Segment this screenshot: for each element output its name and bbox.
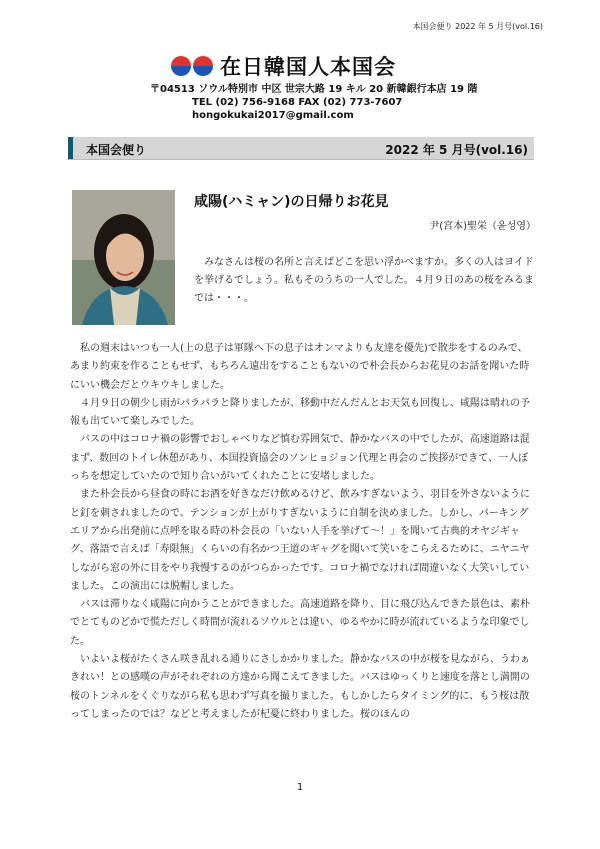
banner-issue: 2022 年 5 月号(vol.16) [385,143,528,157]
page-number: 1 [296,782,304,793]
lead-paragraph: みなさんは桜の名所と言えばどこを思い浮かべますか。多くの人はヨイドを挙げるでしょう。私もそのうちの一人でした。４月９日のあの桜をみるまでは・・・。 [194,257,534,304]
org-logo-icon [171,56,215,76]
banner-title: 本国会便り [86,143,147,157]
body-paragraph: バスは滞りなく咸陽に向かうことができました。高速道路を降り、目に飛び込んできた景色は、素朴でとてものどかで慌ただしく時間が流れるソウルとは違い、ゆるやかに時が流れているような印象でした。 [70,599,530,647]
phone-fax-line: TEL (02) 756-9168 FAX (02) 773-7607 [192,97,403,108]
body-paragraph: また朴会長から昼食の時にお酒を好きなだけ飲めるけど、飲みすぎないよう、羽目を外さないようにと釘を刺されましたので、テンションが上がりすぎないように自制を決めました。しかし、パーキングエリアから出発前に点呼を取る時の朴会長の「いない人手を挙げて～！」を聞いて古典的オヤジギャグ、落語で言えば「寿限無」くらいの有名かつ王道のギャグを聞いて笑いをこらえるために、ニヤニヤしながら窓の外に目をやり我慢するのがつらかったです。コロナ禍でなければ間違いなく大笑いしていました。この演出には脱帽しました。 [70,489,530,592]
org-name: 在日韓国人本国会 [220,55,396,79]
email-line: hongokukai2017@gmail.com [192,110,354,121]
body-paragraph: 私の週末はいつも一人(上の息子は軍隊へ下の息子はオンマよりも友達を優先)で散歩をするのみで、あまり約束を作ることもせず、もちろん遠出をすることもないので朴会長からお花見のお話を聞いた時にいい機会だとウキウキしました。 [70,343,530,391]
banner-accent-bar [68,137,73,159]
header-issue-label: 本国会便り 2022 年 5 月号(vol.16) [412,22,543,31]
contact-block [150,83,477,122]
body-paragraph: バスの中はコロナ禍の影響でおしゃべりなど慎む雰囲気で、静かなバスの中でしたが、高速道路は混まず、数回のトイレ休憩があり、本国投資協会のソンヒョジョン代理と再会のご挨拶ができて、一人ぼっちを想定していたので知り合いがいてくれたことに安堵しました。 [70,434,530,483]
body-paragraph: いよいよ桜がたくさん咲き乱れる通りにさしかかりました。静かなバスの中が桜を見ながら、うわぁきれい！との感嘆の声がそれぞれの方達から聞こえてきました。バスはゆっくりと速度を落とし満開の桜のトンネルをくぐりながら私も思わず写真を撮りました。もしかしたらタイミング的に、もう桜は散ってしまったのでは？などと考えましたが杞憂に終わりました。桜のほんの [70,654,530,720]
section-banner [68,137,534,160]
article-title: 咸陽(ハミャン)の日帰りお花見 [194,194,389,210]
body-paragraph: ４月９日の朝少し雨がパラパラと降りましたが、移動中だんだんとお天気も回復し、咸陽は晴れの予報も出ていて楽しみでした。 [70,397,530,428]
author-photo [72,190,175,325]
article-lead [194,254,534,308]
org-header [171,51,396,81]
article-author: 尹(宮本)聖栄（윤성영） [429,221,536,232]
address-line: 〒04513 ソウル特別市 中区 世宗大路 19 キル 20 新韓銀行本店 19 階 [150,84,478,95]
article-body [70,340,536,724]
